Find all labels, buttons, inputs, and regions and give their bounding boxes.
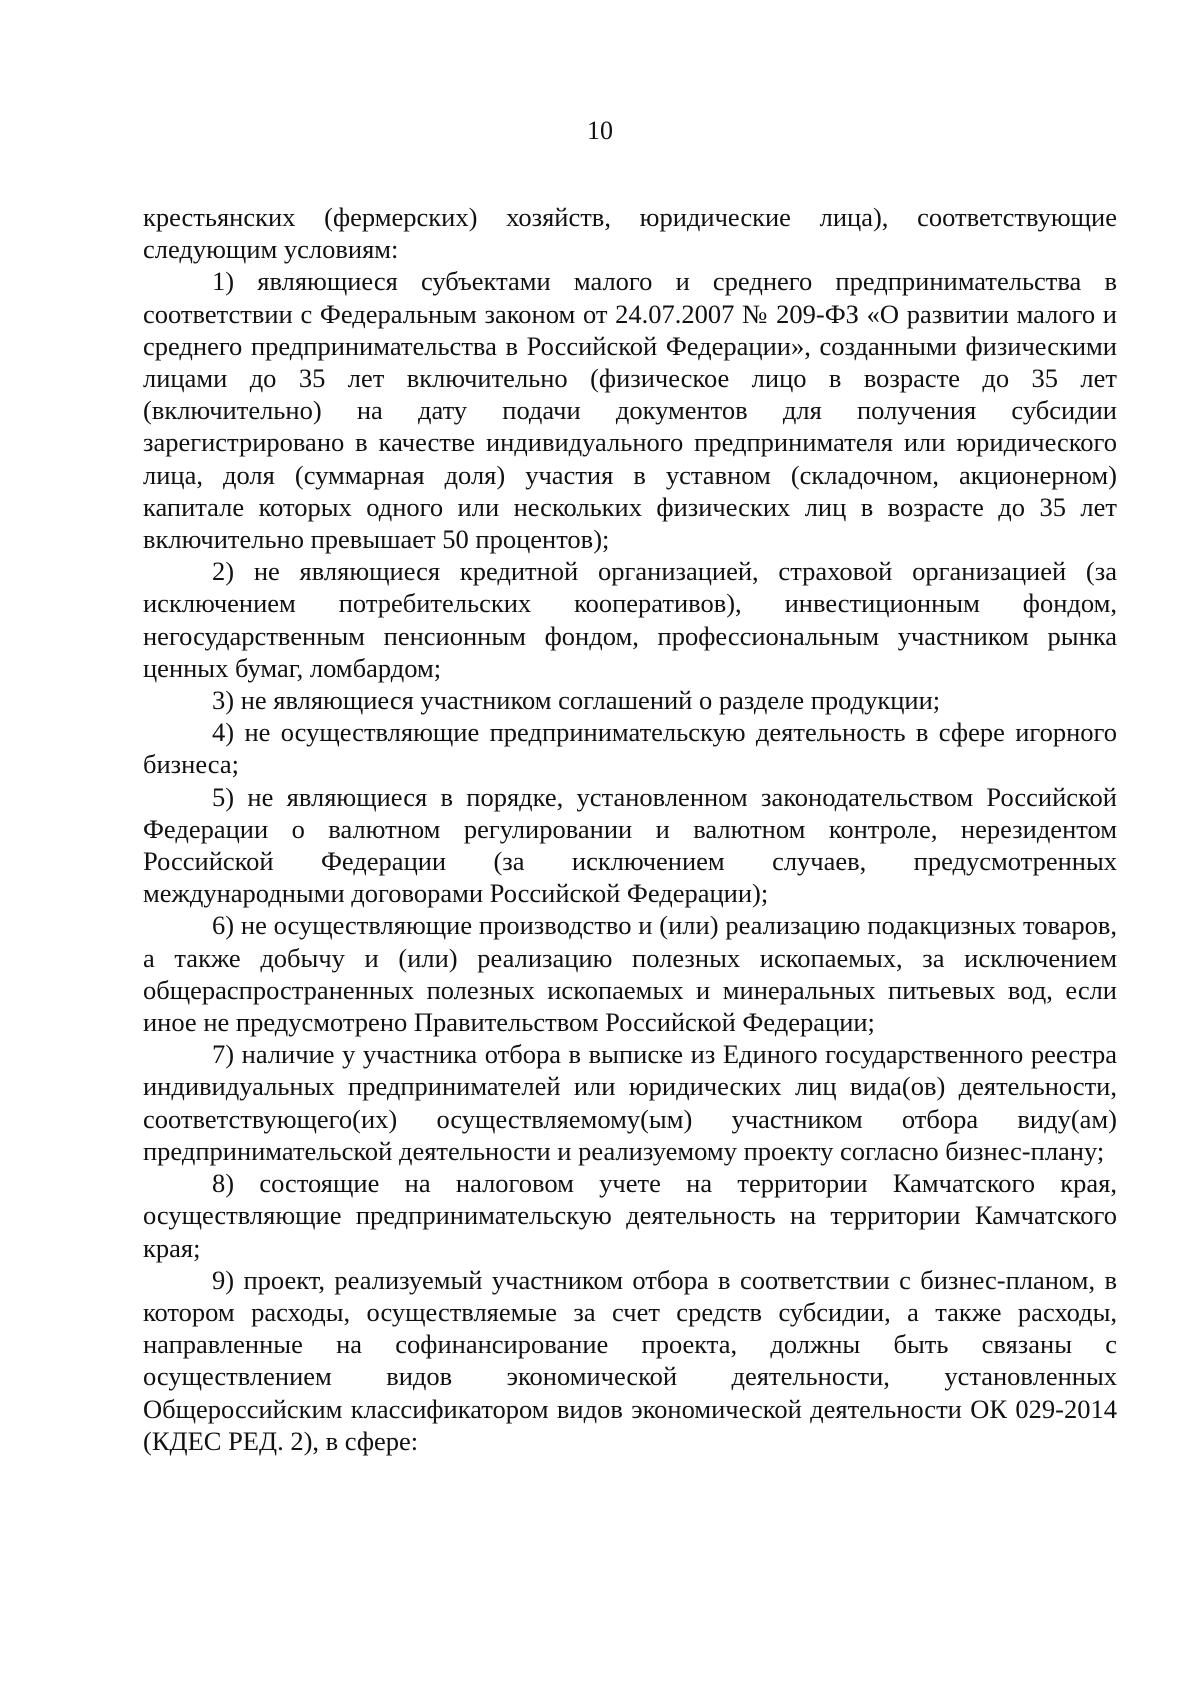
paragraph-item-1: 1) являющиеся субъектами малого и среднего предпринимательства в соответствии с Федеральным законом от 24.07.2007 № 209-ФЗ «О развитии малого и среднего предпринимательства в Российской Федерации», созданными физическими лицами до 35 лет включительно (физическое лицо в возрасте до 35 лет (включительно) на дату подачи документов для получения субсидии зарегистрировано в качестве индивидуального предпринимателя или юридического лица, доля (суммарная доля) участия в уставном (складочном, акционерном) капитале которых одного или нескольких физических лиц в возрасте до 35 лет включительно превышает 50 процентов); xyxy=(143,266,1117,555)
paragraph-item-9: 9) проект, реализуемый участником отбора в соответствии с бизнес-планом, в котором расходы, осуществляемые за счет средств субсидии, а также расходы, направленные на софинансирование проекта, должны быть связаны с осуществлением видов экономической деятельности, установленных Общероссийским классификатором видов экономической деятельности ОК 029-2014 (КДЕС РЕД. 2), в сфере: xyxy=(143,1264,1117,1456)
paragraph-item-5: 5) не являющиеся в порядке, установленном законодательством Российской Федерации о валютном регулировании и валютном контроле, нерезидентом Российской Федерации (за исключением случаев, предусмотренных международными договорами Российской Федерации); xyxy=(143,781,1117,909)
paragraph-item-8: 8) состоящие на налоговом учете на территории Камчатского края, осуществляющие предпринимательскую деятельность на территории Камчатского края; xyxy=(143,1168,1117,1263)
paragraph-item-2: 2) не являющиеся кредитной организацией, страховой организацией (за исключением потребительских кооперативов), инвестиционным фондом, негосударственным пенсионным фондом, профессиональным участником рынка ценных бумаг, ломбардом; xyxy=(143,556,1117,683)
paragraph-item-6: 6) не осуществляющие производство и (или) реализацию подакцизных товаров, а также добычу и (или) реализацию полезных ископаемых, за исключением общераспространенных полезных ископаемых и минеральных питьевых вод, если иное не предусмотрено Правительством Российской Федерации; xyxy=(143,910,1117,1038)
page-number: 10 xyxy=(587,116,613,145)
document-body xyxy=(143,201,1117,1457)
paragraph-item-4: 4) не осуществляющие предпринимательскую деятельность в сфере игорного бизнеса; xyxy=(143,717,1117,780)
paragraph-item-3: 3) не являющиеся участником соглашений о разделе продукции; xyxy=(212,685,941,716)
paragraph-continuation: крестьянских (фермерских) хозяйств, юридические лица), соответствующие следующим условиям: xyxy=(143,202,1117,265)
paragraph-item-7: 7) наличие у участника отбора в выписке из Единого государственного реестра индивидуальных предпринимателей или юридических лиц вида(ов) деятельности, соответствующего(их) осуществляемому(ым) участником отбора виду(ам) предпринимательской деятельности и реализуемому проекту согласно бизнес-плану; xyxy=(143,1039,1117,1166)
